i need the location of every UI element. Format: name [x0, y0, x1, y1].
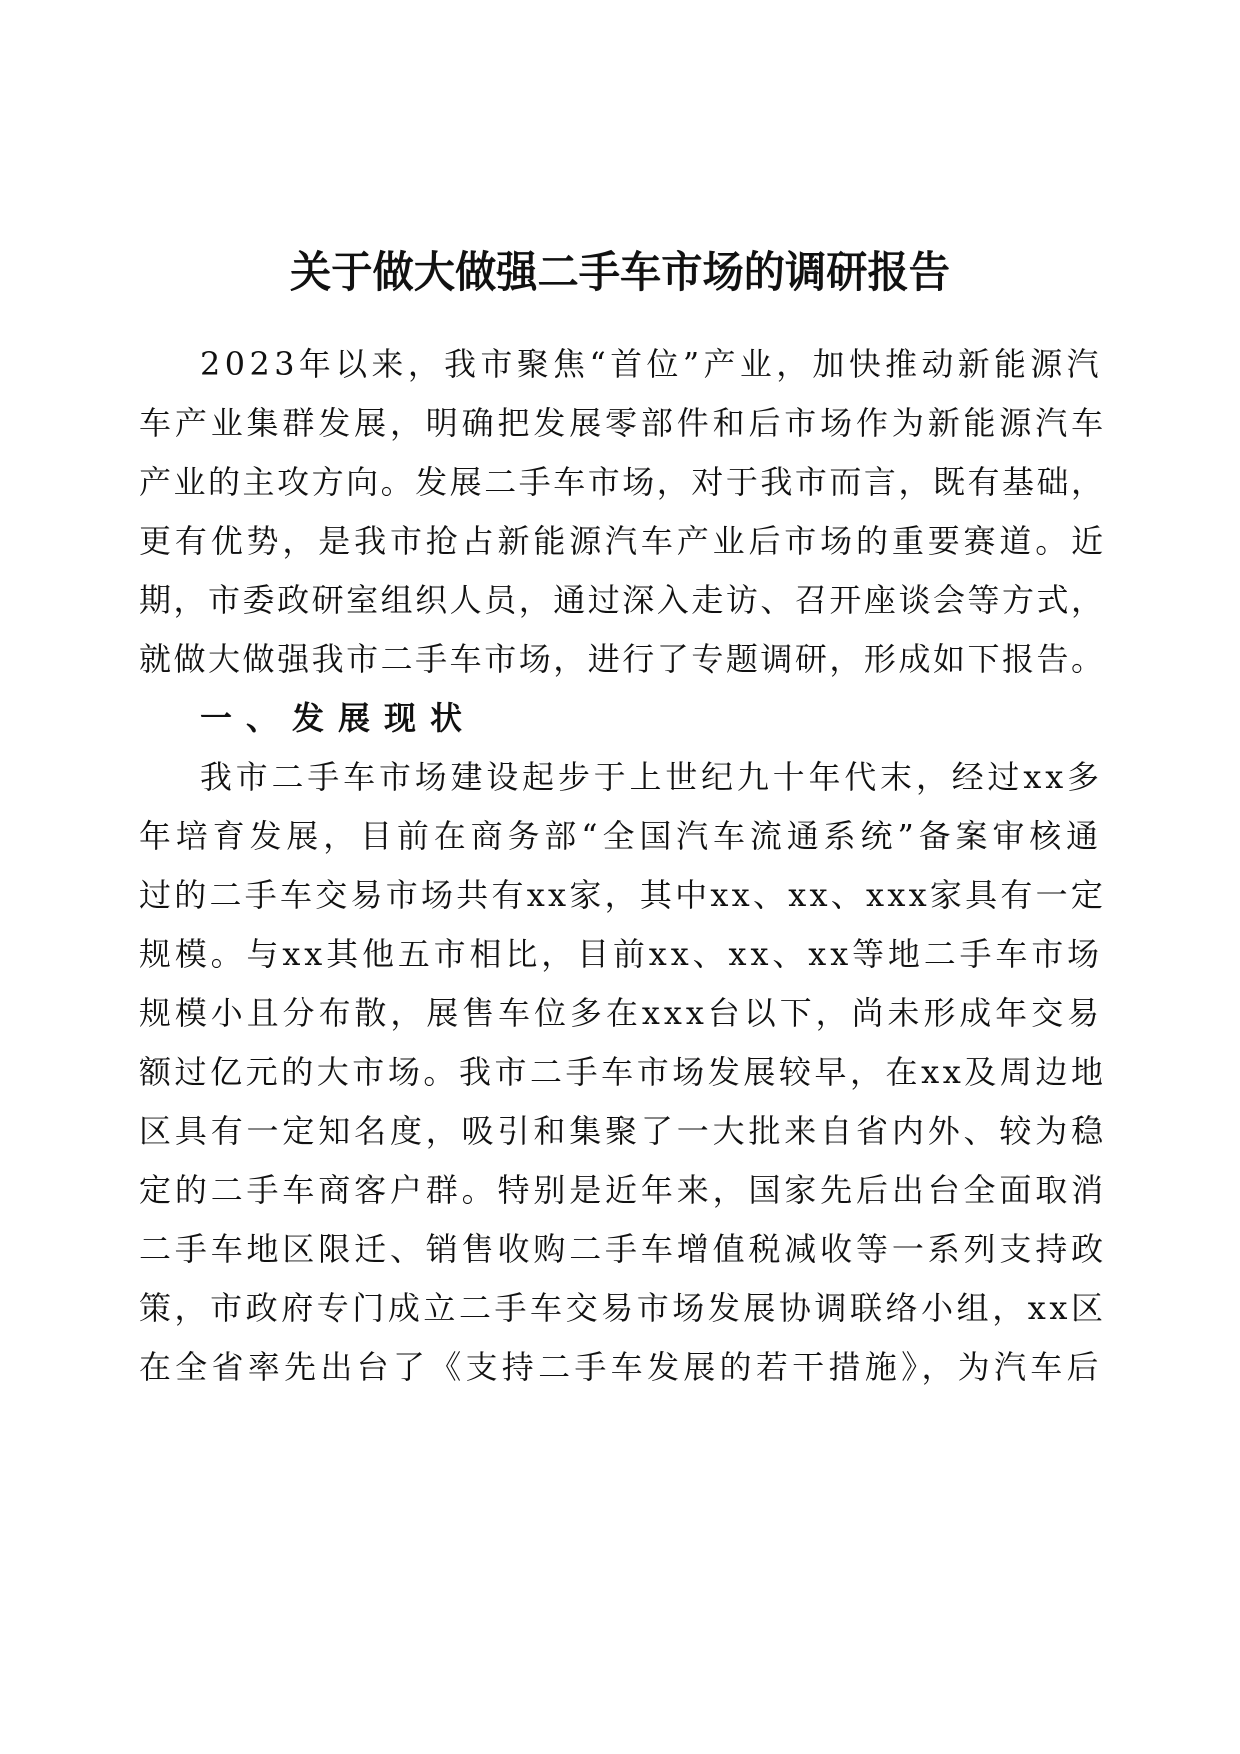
- line-text: 区具有一定知名度，吸引和集聚了一大批来自省内外、较为稳: [139, 1112, 1107, 1150]
- paragraph-line: [0, 567, 1240, 633]
- paragraph-line: [0, 626, 1240, 692]
- paragraph-line: [0, 331, 1240, 397]
- paragraph-line: [0, 862, 1240, 928]
- section-heading: [0, 685, 1240, 751]
- paragraph-line: [0, 803, 1240, 869]
- paragraph-line: [0, 390, 1240, 456]
- paragraph-line: [0, 1039, 1240, 1105]
- line-text: 我市二手车市场建设起步于上世纪九十年代末，经过xx多: [200, 758, 1103, 796]
- line-text: 过的二手车交易市场共有xx家，其中xx、xx、xxx家具有一定: [139, 876, 1107, 914]
- line-text: 年培育发展，目前在商务部“全国汽车流通系统”备案审核通: [139, 817, 1104, 855]
- line-text: 规模小且分布散，展售车位多在xxx台以下，尚未形成年交易: [139, 994, 1104, 1032]
- paragraph-line: [0, 921, 1240, 987]
- document-title: 关于做大做强二手车市场的调研报告: [290, 248, 950, 298]
- paragraph-line: [0, 1157, 1240, 1223]
- line-text: 产业的主攻方向。发展二手车市场，对于我市而言，既有基础，: [139, 463, 1106, 501]
- section-heading-text: 一、发展现状: [200, 699, 477, 737]
- line-text: 在全省率先出台了《支持二手车发展的若干措施》，为汽车后: [139, 1348, 1103, 1386]
- paragraph-line: [0, 1098, 1240, 1164]
- line-text: 车产业集群发展，明确把发展零部件和后市场作为新能源汽车: [139, 404, 1107, 442]
- paragraph-line: [0, 508, 1240, 574]
- line-text: 就做大做强我市二手车市场，进行了专题调研，形成如下报告。: [139, 640, 1106, 678]
- paragraph-line: [0, 1216, 1240, 1282]
- paragraph-line: [0, 449, 1240, 515]
- paragraph-line: [0, 744, 1240, 810]
- line-text: 二手车地区限迁、销售收购二手车增值税减收等一系列支持政: [139, 1230, 1107, 1268]
- paragraph-line: [0, 1275, 1240, 1341]
- line-text: 2023年以来，我市聚焦“首位”产业，加快推动新能源汽: [200, 345, 1104, 383]
- paragraph-line: [0, 1334, 1240, 1400]
- paragraph-line: [0, 980, 1240, 1046]
- line-text: 定的二手车商客户群。特别是近年来，国家先后出台全面取消: [139, 1171, 1107, 1209]
- line-text: 更有优势，是我市抢占新能源汽车产业后市场的重要赛道。近: [139, 522, 1107, 560]
- line-text: 期，市委政研室组织人员，通过深入走访、召开座谈会等方式，: [139, 581, 1106, 619]
- line-text: 额过亿元的大市场。我市二手车市场发展较早，在xx及周边地: [139, 1053, 1107, 1091]
- line-text: 规模。与xx其他五市相比，目前xx、xx、xx等地二手车市场: [139, 935, 1104, 973]
- line-text: 策，市政府专门成立二手车交易市场发展协调联络小组，xx区: [139, 1289, 1107, 1327]
